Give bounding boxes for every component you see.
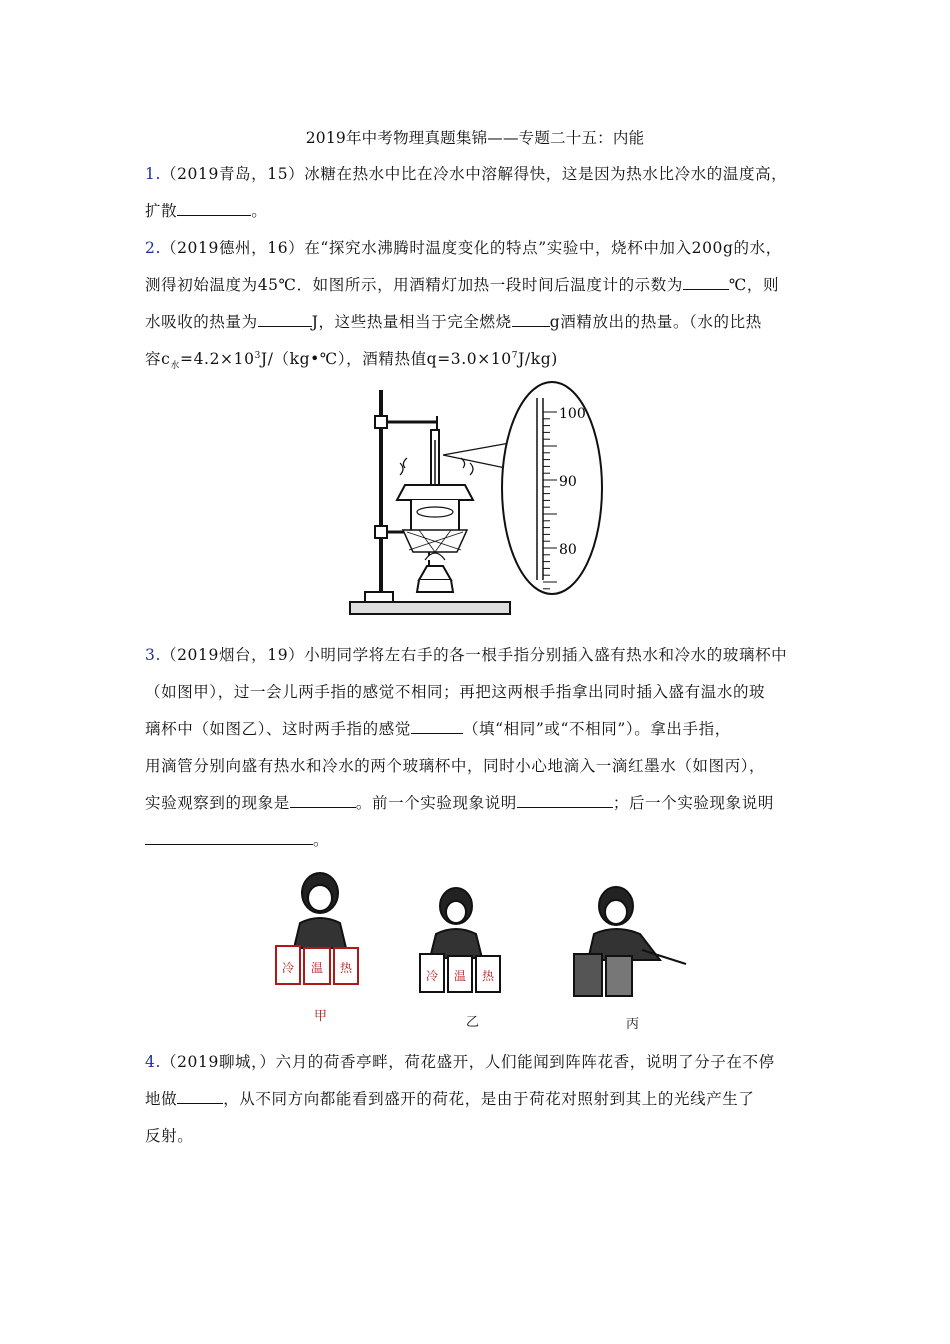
svg-text:温: 温: [311, 961, 324, 975]
q2-line2: 测得初始温度为45℃．如图所示，用酒精灯加热一段时间后温度计的示数为 ℃，则: [145, 276, 780, 294]
panel-b: [420, 888, 500, 992]
page-title: 2019年中考物理真题集锦——专题二十五：内能: [305, 129, 645, 147]
q1-answer-blank[interactable]: [177, 201, 251, 216]
q1-number: 1.: [145, 165, 161, 183]
svg-text:热: 热: [482, 969, 495, 983]
panel-c-label: 丙: [626, 1017, 640, 1032]
panel-a-label: 甲: [314, 1009, 328, 1024]
q3-line4: 用滴管分别向盛有热水和冷水的两个玻璃杯中，同时小心地滴入一滴红墨水（如图丙），: [145, 757, 766, 775]
q2-alcohol-blank[interactable]: [512, 312, 550, 327]
svg-text:冷: 冷: [426, 969, 439, 983]
q3-line3: 璃杯中（如图乙）、这时两手指的感觉 （填“相同”或“不相同”）。拿出手指，: [145, 720, 731, 738]
q4-answer-blank[interactable]: [177, 1089, 223, 1104]
panel-b-label: 乙: [466, 1015, 480, 1030]
svg-text:温: 温: [454, 969, 467, 983]
q2-number: 2.: [145, 239, 161, 257]
q3-line2: （如图甲），过一会儿两手指的感觉不相同；再把这两根手指拿出同时插入盛有温水的玻: [145, 683, 766, 701]
q3-first-conclusion-blank[interactable]: [517, 793, 613, 808]
q4-number: 4.: [145, 1053, 161, 1071]
stand-base: [350, 602, 510, 614]
q3-phenomenon-blank[interactable]: [290, 793, 356, 808]
panel-c: [574, 887, 686, 996]
q3-line5: 实验观察到的现象是 。前一个实验现象说明 ；后一个实验现象说明: [145, 794, 774, 812]
panel-a: [276, 873, 358, 984]
q2-line1: 2.（2019德州，16）在“探究水沸腾时温度变化的特点”实验中，烧杯中加入200g的水，: [145, 239, 782, 257]
q2-line3: 水吸收的热量为 J，这些热量相当于完全燃烧 g酒精放出的热量。（水的比热: [145, 313, 762, 331]
scale-label-100: 100: [559, 406, 586, 422]
q1-line1: 1.（2019青岛，15）冰糖在热水中比在冷水中溶解得快，这是因为热水比冷水的温度高，: [145, 165, 788, 183]
q3-second-conclusion-blank[interactable]: [145, 830, 313, 845]
q3-line6: 。: [145, 830, 810, 850]
q2-temp-blank[interactable]: [683, 275, 729, 290]
q4-line1: 4.（2019聊城，）六月的荷香亭畔，荷花盛开，人们能闻到阵阵花香，说明了分子在不停: [145, 1053, 775, 1071]
svg-text:冷: 冷: [282, 961, 295, 975]
q4-line3: 反射。: [145, 1127, 194, 1145]
scale-label-80: 80: [559, 542, 577, 558]
q1-line2: 扩散 。: [145, 202, 268, 220]
boiling-experiment-figure: [345, 380, 610, 625]
q3-feeling-blank[interactable]: [411, 719, 463, 734]
q4-line2: 地做 ，从不同方向都能看到盛开的荷花，是由于荷花对照射到其上的光线产生了: [145, 1090, 755, 1108]
finger-experiment-figure: [268, 868, 698, 1033]
scale-label-90: 90: [559, 474, 577, 490]
q2-line4: 容$c_水=4.2\times 10^3J/(kg•℃)$，酒精热值$q=3.0\times 10^7J/kg$): [145, 350, 558, 372]
svg-text:热: 热: [340, 961, 353, 975]
q2-heat-blank[interactable]: [258, 312, 312, 327]
q3-number: 3.: [145, 646, 161, 664]
q3-line1: 3.（2019烟台，19）小明同学将左右手的各一根手指分别插入盛有热水和冷水的玻璃杯中: [145, 646, 788, 664]
